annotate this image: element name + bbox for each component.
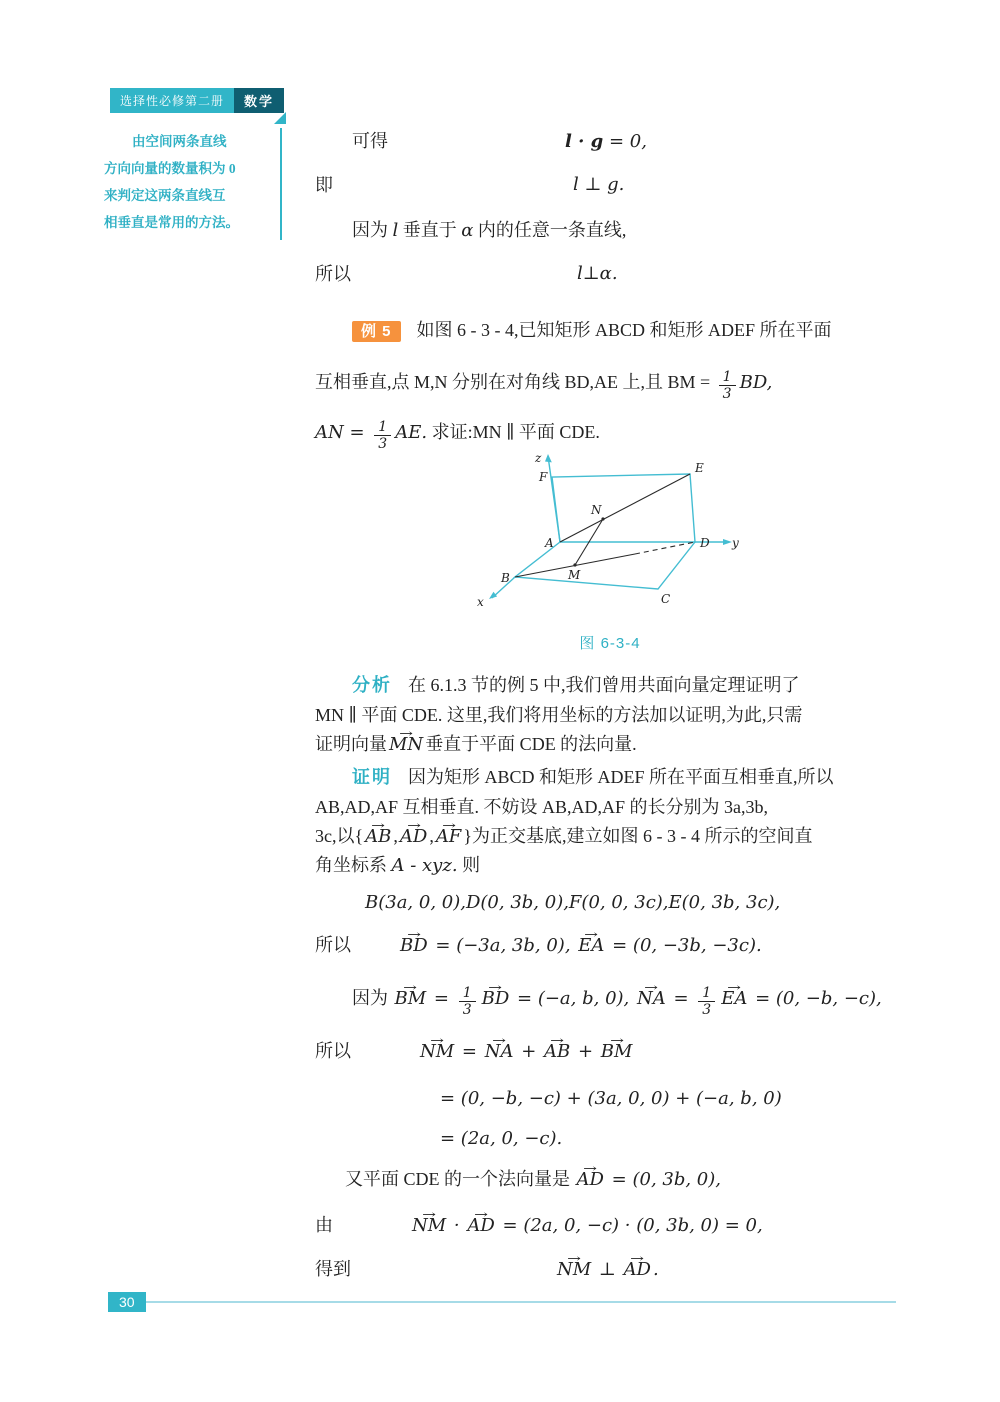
label-n: N [591, 503, 602, 517]
label-m: M [568, 568, 581, 582]
proof-text: 角坐标系 [315, 855, 392, 875]
math-row-conclusion [315, 1254, 905, 1284]
footer-rule [146, 1301, 896, 1303]
margin-note-line: 方向向量的数量积为 0 [104, 161, 236, 176]
label-a: A [545, 536, 554, 550]
vector-ad: AD → [622, 1255, 653, 1285]
example-intro [352, 306, 832, 356]
label-suoyi: 所以 [315, 1041, 351, 1061]
coordinate-system: A - xyz. [391, 855, 458, 876]
proof-text-4 [315, 850, 480, 881]
line-l: l [392, 220, 399, 241]
normal-vector-line [345, 1164, 721, 1195]
proof-text: 则 [457, 855, 481, 875]
vector-ad: AD → [398, 822, 429, 852]
vector-ab: AB → [363, 822, 393, 852]
label-suoyi: 所以 [315, 935, 351, 955]
page-header [110, 88, 284, 113]
fraction-denominator: 3 [698, 1001, 715, 1019]
eq-text: + [572, 1041, 599, 1062]
eq-text: + [515, 1041, 542, 1062]
math-row-coordinates [315, 888, 905, 918]
segment-bd: BD, [739, 372, 773, 393]
vector-mn: MN → [387, 730, 425, 760]
arrowhead-z [545, 454, 552, 462]
eq-text: = (2a, 0, −c) · (0, 3b, 0) = 0, [496, 1215, 763, 1236]
example-text-2 [315, 358, 772, 407]
eq-nm-sum [418, 1036, 634, 1067]
axis-z [548, 456, 560, 542]
because-text: 内的任意一条直线, [473, 220, 627, 240]
analysis-line-3 [315, 729, 905, 759]
vector-ea: EA → [576, 931, 606, 961]
figure-caption: 图 6-3-4 [579, 635, 641, 652]
eq-rest: = 0, [603, 131, 647, 152]
eq-l-perp-g: l ⊥ g. [573, 174, 625, 195]
label-y: y [732, 536, 739, 550]
vector-na: NA → [483, 1037, 516, 1067]
analysis-label: 分析 [352, 675, 392, 695]
fraction-one-third [719, 369, 736, 404]
proof-text: 3c,以{ [315, 826, 364, 846]
eq-bd-ea [398, 930, 762, 961]
proof-label: 证明 [352, 767, 392, 787]
fraction-denominator: 3 [374, 435, 391, 453]
math-row-bd-ea [315, 930, 905, 960]
diagonal-bd-dashed [635, 542, 695, 554]
example-text: 求证:MN ∥ 平面 CDE. [427, 422, 600, 442]
vector-l: l [565, 131, 572, 152]
point-m [573, 563, 576, 566]
point-coordinates: B(3a, 0, 0),D(0, 3b, 0),F(0, 0, 3c),E(0, 3b, 3c), [365, 892, 781, 913]
subject-badge: 数学 [234, 88, 284, 113]
vector-na: NA → [635, 977, 668, 1021]
example-badge: 例 5 [352, 321, 401, 342]
vector-bd: BD → [398, 931, 430, 961]
perp-operator: ⊥ [593, 1259, 622, 1280]
derivation-row-4 [315, 259, 905, 289]
label-suoyi: 所以 [315, 264, 351, 284]
math-row-nm-sum [315, 1036, 905, 1066]
page-footer [108, 1292, 896, 1312]
proof-line-3 [315, 821, 905, 851]
proof-text-3 [315, 821, 812, 852]
math-row-expansion [315, 1084, 905, 1114]
label-z: z [535, 451, 542, 465]
vector-bm: BM → [599, 1037, 635, 1067]
page-number: 30 [108, 1292, 146, 1312]
figure-container [465, 450, 755, 625]
margin-note-text [104, 128, 268, 236]
analysis-text: MN ∥ 平面 CDE. 这里,我们将用坐标的方法加以证明,为此,只需 [315, 705, 803, 725]
proof-line-1 [315, 762, 905, 792]
separator: , [429, 826, 434, 846]
analysis-text: 在 6.1.3 节的例 5 中,我们曾用共面向量定理证明了 [408, 675, 800, 695]
fraction-numerator: 1 [702, 984, 712, 1001]
vector-g: g [590, 131, 604, 152]
vector-bd: BD → [480, 977, 512, 1021]
vector-ea: EA → [719, 977, 749, 1021]
eq-dot-product [565, 126, 647, 157]
analysis-line-1 [315, 670, 905, 700]
label-d: D [700, 536, 710, 550]
label-e: E [695, 461, 704, 475]
math-row-result [315, 1124, 905, 1154]
fraction-numerator: 1 [462, 984, 472, 1001]
box-edges [492, 456, 727, 598]
analysis-text: 证明向量 [315, 734, 387, 754]
example-line-1 [315, 306, 905, 354]
vector-ab: AB → [542, 1037, 572, 1067]
eq-text: = [428, 988, 455, 1009]
eq-text: = (0, 3b, 0), [605, 1169, 721, 1190]
math-row-normal-vector [315, 1164, 905, 1194]
label-c: C [661, 592, 671, 606]
example-text: 如图 6 - 3 - 4,已知矩形 ABCD 和矩形 ADEF 所在平面 [416, 320, 832, 340]
vector-bm: BM → [393, 977, 429, 1021]
eq-text: = (0, −b, −c), [749, 988, 882, 1009]
fraction-numerator: 1 [378, 418, 388, 435]
eq-expansion: = (0, −b, −c) + (3a, 0, 0) + (−a, b, 0) [440, 1088, 782, 1109]
label-f: F [539, 470, 548, 484]
analysis-intro [352, 670, 800, 700]
margin-note-line: 相垂直是常用的方法。 [104, 215, 239, 230]
fraction-one-third [459, 985, 476, 1020]
analysis-text: 垂直于平面 CDE 的法向量. [425, 734, 637, 754]
rectangle-adef [552, 474, 695, 542]
label-ji: 即 [315, 175, 333, 195]
vector-nm: NM → [418, 1037, 456, 1067]
series-band: 选择性必修第二册 [110, 88, 234, 113]
because-line [352, 215, 626, 246]
vector-ad: AD → [575, 1165, 606, 1195]
eq-text: = (−3a, 3b, 0), [429, 935, 577, 956]
eq-perpendicular-conclusion [555, 1254, 659, 1285]
eq-dot-product-zero [410, 1210, 763, 1241]
fraction-numerator: 1 [722, 368, 732, 385]
because-text: 垂直于 [398, 220, 462, 240]
label-kede: 可得 [352, 131, 388, 151]
arrowhead-y [723, 539, 732, 545]
fraction-one-third [374, 419, 391, 454]
rectangle-abcd [515, 542, 695, 589]
segment-an: AN = [315, 422, 371, 443]
proof-line-2 [315, 792, 905, 822]
label-dedao: 得到 [315, 1259, 351, 1279]
proof-text: 因为矩形 ABCD 和矩形 ADEF 所在平面互相垂直,所以 [408, 767, 834, 787]
example-line-3 [315, 408, 905, 456]
fraction-one-third [698, 985, 715, 1020]
proof-text: }为正交基底,建立如图 6 - 3 - 4 所示的空间直 [463, 826, 813, 846]
math-row-bm-na [315, 976, 905, 1020]
derivation-row-2 [315, 170, 905, 200]
example-text: 互相垂直,点 M,N 分别在对角线 BD,AE 上,且 BM = [315, 372, 715, 392]
margin-note-line: 由空间两条直线 [132, 134, 227, 149]
diagonal-ae [560, 474, 690, 542]
separator: , [393, 826, 398, 846]
plane-alpha: α [461, 220, 474, 241]
eq-text: = (−a, b, 0), [511, 988, 635, 1009]
derivation-row-1 [315, 126, 905, 156]
vector-af: AF → [434, 822, 464, 852]
diagonals [515, 474, 695, 577]
eq-bm-na [352, 976, 882, 1021]
segment-ae: AE. [395, 422, 428, 443]
label-x: x [477, 595, 484, 609]
proof-text: AB,AD,AF 互相垂直. 不妨设 AB,AD,AF 的长分别为 3a,3b, [315, 797, 769, 817]
eq-text: . [653, 1259, 659, 1280]
note-marker-icon [274, 112, 286, 124]
label-you: 由 [315, 1215, 333, 1235]
because-text: 因为 [352, 220, 393, 240]
label-yinwei: 因为 [352, 988, 393, 1008]
derivation-row-3 [315, 215, 905, 245]
analysis-text-3 [315, 729, 637, 760]
eq-text: = [667, 988, 695, 1009]
label-b: B [501, 571, 510, 585]
note-rule [280, 128, 282, 240]
dot-operator: · [571, 131, 591, 152]
math-row-dot-product [315, 1210, 905, 1240]
eq-text: = (0, −3b, −3c). [606, 935, 762, 956]
dot-operator: · [448, 1215, 466, 1236]
eq-text: = [456, 1041, 483, 1062]
example-line-2 [315, 358, 905, 406]
vector-nm: NM → [410, 1211, 448, 1241]
proof-line-4 [315, 850, 905, 880]
vector-nm: NM → [555, 1255, 593, 1285]
vector-ad: AD → [465, 1211, 496, 1241]
figure-6-3-4-diagram [465, 450, 755, 625]
proof-intro [352, 762, 834, 792]
eq-result: = (2a, 0, −c). [440, 1128, 563, 1149]
normal-vector-text: 又平面 CDE 的一个法向量是 [345, 1169, 575, 1189]
fraction-denominator: 3 [459, 1001, 476, 1019]
point-n [601, 517, 604, 520]
eq-l-perp-alpha: l⊥α. [577, 263, 618, 284]
fraction-denominator: 3 [719, 385, 736, 403]
margin-note-line: 来判定这两条直线互 [104, 188, 226, 203]
